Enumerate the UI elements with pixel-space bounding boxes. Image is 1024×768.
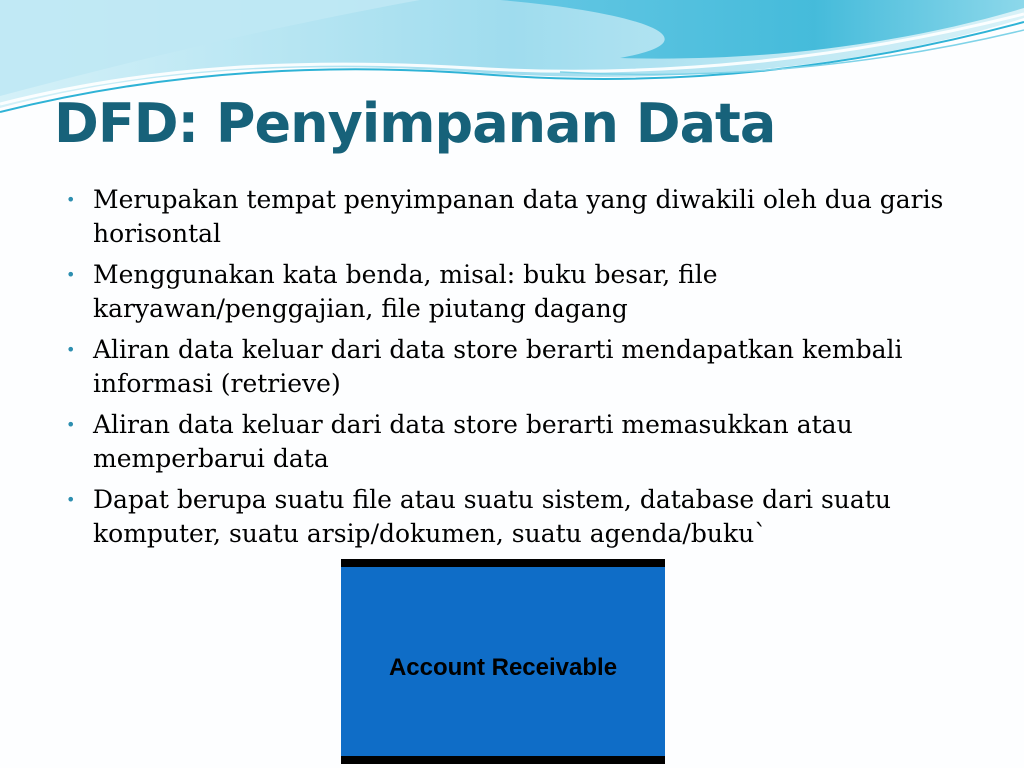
bullet-icon: •: [66, 190, 76, 209]
bullet-item: [66, 183, 966, 251]
data-store-symbol: [341, 559, 665, 764]
bullet-item: [66, 333, 966, 401]
bullet-text: Aliran data keluar dari data store berarti memasukkan atau memperbarui data: [93, 410, 853, 473]
bullet-icon: •: [66, 265, 76, 284]
bullet-text: Menggunakan kata benda, misal: buku besar, file karyawan/penggajian, file piutang dagang: [93, 260, 718, 323]
bullet-icon: •: [66, 415, 76, 434]
bullet-item: [66, 258, 966, 326]
slide-title: DFD: Penyimpanan Data: [54, 92, 776, 155]
bullet-item: [66, 483, 966, 551]
bullet-icon: •: [66, 490, 76, 509]
bullet-text: Aliran data keluar dari data store berarti mendapatkan kembali informasi (retrieve): [93, 335, 903, 398]
bullet-text: Merupakan tempat penyimpanan data yang diwakili oleh dua garis horisontal: [93, 185, 944, 248]
data-store-label: Account Receivable: [388, 653, 618, 681]
bullet-text: Dapat berupa suatu file atau suatu sistem, database dari suatu komputer, suatu arsip/dokumen, suatu agenda/buku`: [93, 485, 891, 548]
bullet-icon: •: [66, 340, 76, 359]
bullet-list: [66, 183, 966, 558]
bullet-item: [66, 408, 966, 476]
